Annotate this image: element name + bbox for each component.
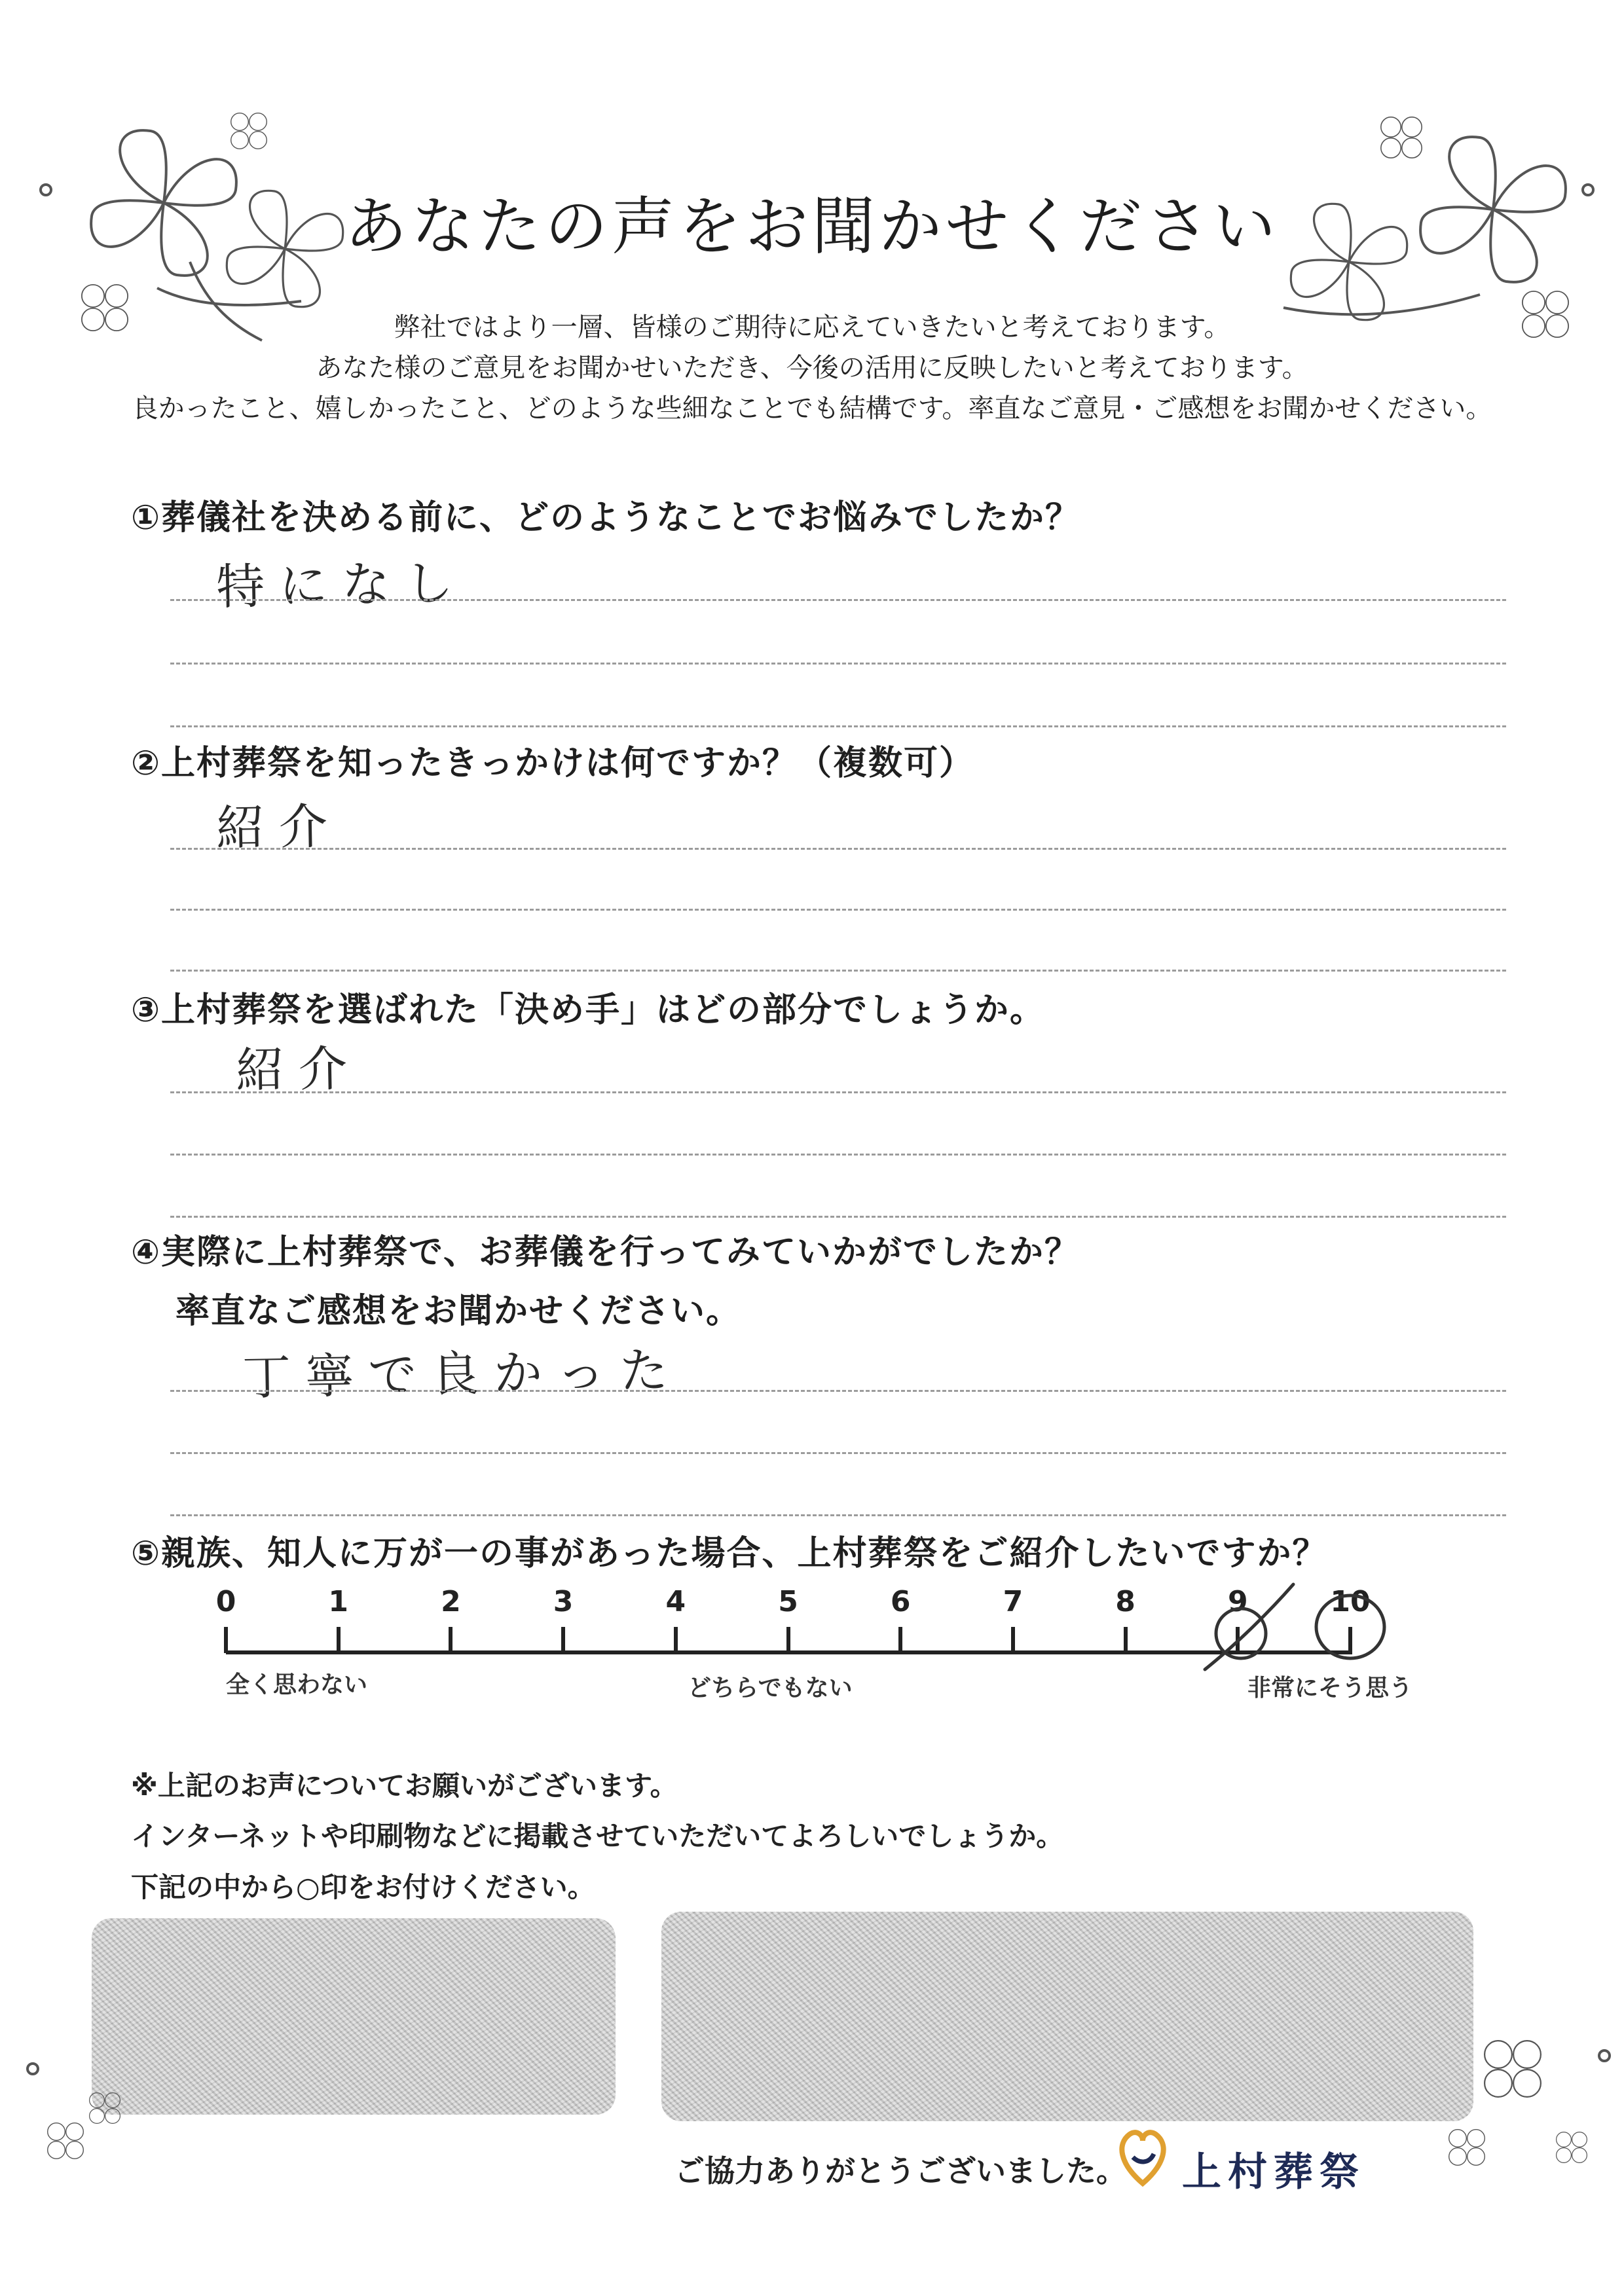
answer-line [170,1390,1506,1392]
question-2: ②上村葬祭を知ったきっかけは何ですか？（複数可） [131,744,975,783]
answer-line [170,970,1506,972]
scale-tick [674,1627,678,1653]
question-4: ④実際に上村葬祭で、お葬儀を行ってみていかがでしたか？ [131,1233,1080,1272]
scale-tick [224,1627,228,1653]
question-3: ③上村葬祭を選ばれた「決め手」はどの部分でしょうか。 [131,991,1046,1030]
selected-choice-circle [1316,1595,1384,1658]
answer-line [170,1216,1506,1218]
scale-label-2: 2 [441,1585,461,1618]
intro-line-2: あなた様のご意見をお聞かせいただき、今後の活用に反映したいと考えております。 [316,353,1308,383]
clover-decoration-bottom-left [20,2030,216,2187]
scale-label-4: 4 [665,1585,686,1618]
scale-label-6: 6 [890,1585,911,1618]
crossed-choice-circle [1216,1609,1266,1658]
scale-right-caption: 非常にそう思う [1247,1675,1413,1702]
scale-label-7: 7 [1003,1585,1024,1618]
note-line-2: インターネットや印刷物などに掲載させていただいてよろしいでしょうか。 [131,1820,1064,1852]
page-title: あなたの声をお聞かせください [344,190,1280,263]
scale-tick [449,1627,452,1653]
note-line-1: ※上記のお声についてお願いがございます。 [131,1770,678,1802]
scale-tick [1124,1627,1128,1653]
answer-line [170,1154,1506,1156]
answer-line [170,1091,1506,1093]
answer-line [170,909,1506,911]
scale-label-1: 1 [328,1585,348,1618]
scale-tick [1011,1627,1015,1653]
scale-tick [898,1627,902,1653]
intro-line-3: 良かったこと、嬉しかったこと、どのような些細なことでも結構です。率直なご意見・ご感想をお聞かせください。 [132,393,1492,424]
intro-line-1: 弊社ではより一層、皆様のご期待に応えていきたいと考えております。 [394,312,1230,342]
redacted-area-right [661,1912,1473,2121]
scale-label-3: 3 [553,1585,574,1618]
company-name: 上村葬祭 [1182,2149,1365,2195]
scale-label-10: 10 [1330,1585,1371,1618]
answer-4: 丁寧で良かった [242,1342,683,1406]
scale-tick [786,1627,790,1653]
scale-left-caption: 全く思わない [226,1671,368,1698]
answer-line [170,599,1506,601]
answer-2: 紹介 [215,798,342,857]
scale-tick [561,1627,565,1653]
handwritten-marks [1179,1571,1414,1702]
answer-line [170,848,1506,850]
scale-label-8: 8 [1115,1585,1135,1618]
scale-label-9: 9 [1227,1585,1248,1618]
scale-middle-caption: どちらでもない [688,1675,853,1702]
scale-label-5: 5 [778,1585,798,1618]
answer-line [170,1514,1506,1516]
answer-line [170,1452,1506,1454]
answer-line [170,725,1506,727]
question-4-subtext: 率直なご感想をお聞かせください。 [175,1292,742,1331]
company-logo-icon [1113,2118,1172,2190]
footer-thanks: ご協力ありがとうございました。 [674,2153,1126,2189]
scale-label-0: 0 [215,1585,236,1618]
scale-tick [337,1627,341,1653]
answer-3: 紹介 [235,1040,362,1099]
question-1: ①葬儀社を決める前に、どのようなことでお悩みでしたか？ [131,498,1081,538]
clover-decoration-bottom-right [1408,2016,1617,2187]
note-line-3: 下記の中から○印をお付けください。 [131,1871,595,1903]
question-5: ⑤親族、知人に万が一の事があった場合、上村葬祭をご紹介したいですか？ [131,1534,1328,1573]
answer-1: 特になし [215,555,468,616]
answer-line [170,663,1506,665]
